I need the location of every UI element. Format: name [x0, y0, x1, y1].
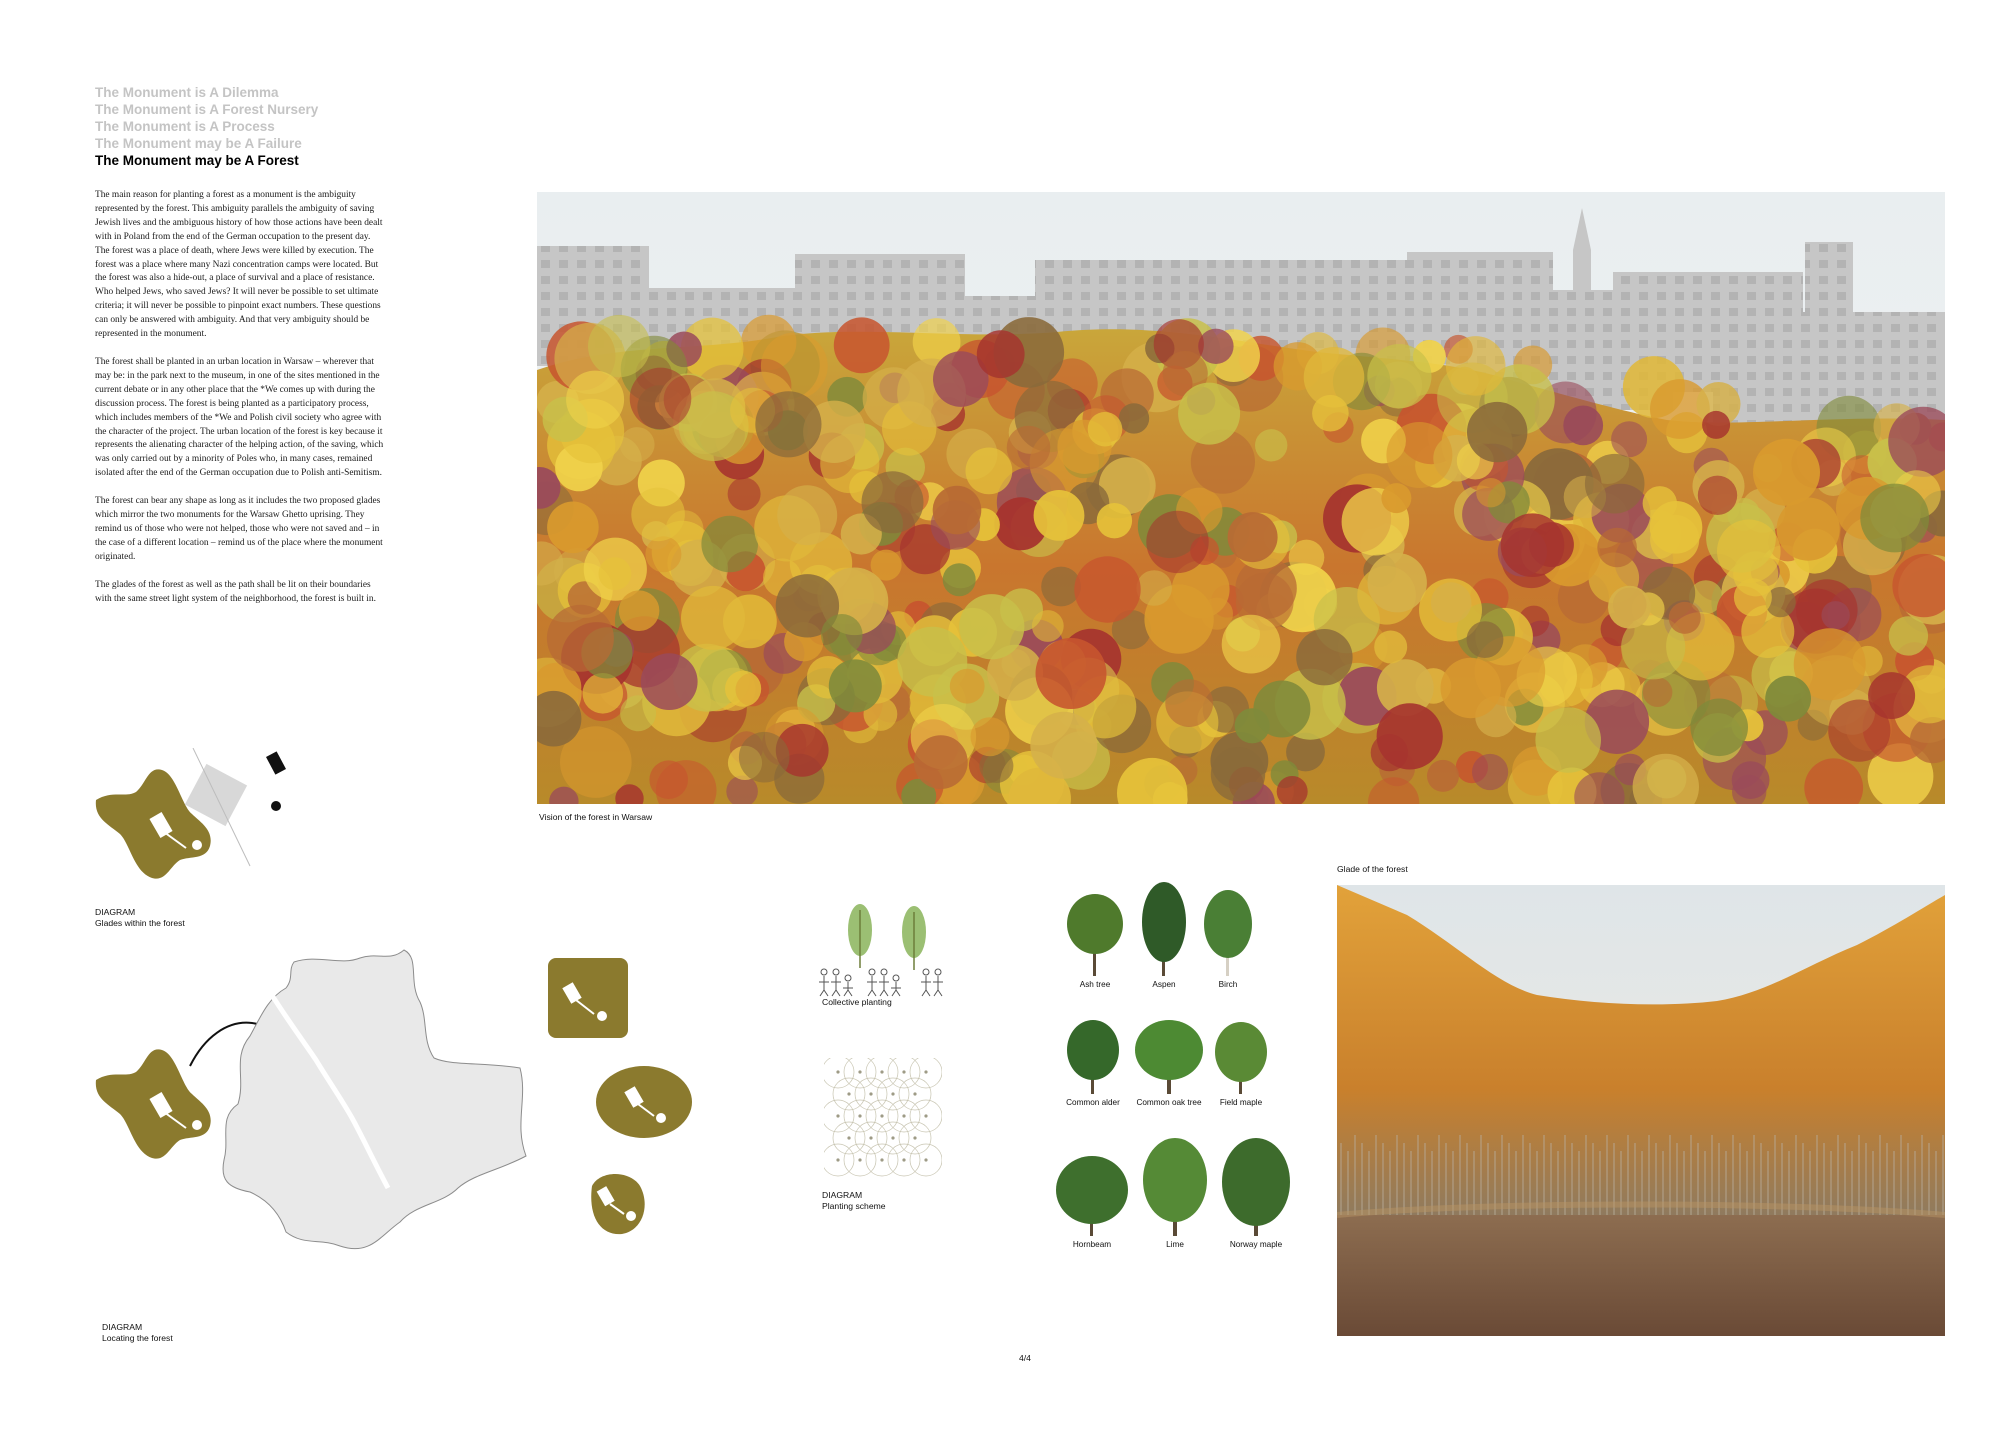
heading-process: The Monument is A Process	[95, 119, 275, 134]
tree-crown	[1215, 1022, 1267, 1082]
glades-diagram-caption: DIAGRAM Glades within the forest	[95, 907, 185, 928]
glade-illustration	[1337, 885, 1945, 1336]
tree-crown	[1056, 1156, 1128, 1224]
tree-crown	[1204, 890, 1252, 958]
body-paragraph: The forest can bear any shape as long as it includes the two proposed glades which mirror the two monuments for the Warsaw Ghetto uprising. They remind us of those who were not helped, those who were not saved and – in the case of a different location – remind us of the place where the monument originated.	[95, 496, 383, 562]
body-paragraph: The forest shall be planted in an urban location in Warsaw – wherever that may be: in the park next to the museum, in one of the sites mentioned in the current debate or in any other place that the *We comes up with during the discussion process. The forest is being planted as a participatory process, which includes members of the *We and Polish civil society who agree with the character of the project. The urban location of the forest is key because it represents the alienating character of the helping action, of the saving, which was only carried out by a minority of Poles who, in many cases, remained isolated after the end of the German occupation due to Polish anti-Semitism.	[95, 356, 384, 479]
glade-ellipse-icon	[596, 1066, 692, 1138]
glade-image	[1337, 885, 1945, 1336]
planting-diagram-caption: DIAGRAM Planting scheme	[822, 1190, 886, 1211]
tree-crown	[1067, 894, 1123, 954]
planting-scheme-illustration	[824, 1058, 942, 1178]
tree-crown	[1222, 1138, 1290, 1226]
tree-aspen: Aspen	[1134, 880, 1194, 1000]
body-paragraph: The main reason for planting a forest as a monument is the ambiguity represented by the forest. This ambiguity parallels the ambiguity of saving Jewish lives and the ambiguous history of how those actions have been dealt with in Poland from the end of the German occupation to the present day. The forest was a place of death, where Jews were killed by execution. The forest was a place where many Nazi concentration camps were located. But the forest was also a hide-out, a place of survival and a place of resistance. Who helped Jews, who saved Jews? It will never be possible to set ultimate criteria; it will never be possible to pinpoint exact numbers. These questions can only be answered with ambiguity. And that very ambiguity should be represented in the monument.	[95, 190, 383, 340]
tree-field-maple: Field maple	[1208, 998, 1274, 1118]
glade-square-icon	[548, 958, 628, 1038]
heading-forest: The Monument may be A Forest	[95, 153, 299, 168]
tree-crown	[1135, 1020, 1203, 1080]
glade-caption: Glade of the forest	[1337, 864, 1408, 874]
tree-species-grid	[1050, 880, 1300, 1270]
forest-vision-illustration	[537, 192, 1945, 804]
tree-birch: Birch	[1198, 880, 1258, 1000]
tree-crown	[1067, 1020, 1119, 1080]
collective-planting-caption: Collective planting	[822, 997, 892, 1007]
tree-common-oak: Common oak tree	[1132, 998, 1206, 1118]
glades-diagram	[90, 748, 300, 888]
glade-dark-shape	[266, 751, 286, 774]
heading-dilemma: The Monument is A Dilemma	[95, 85, 279, 100]
page-number: 4/4	[1019, 1353, 1031, 1363]
vision-image	[537, 192, 1945, 804]
tree-common-alder: Common alder	[1058, 998, 1128, 1118]
locating-diagram	[90, 948, 700, 1258]
tree-norway-maple: Norway maple	[1216, 1128, 1296, 1260]
tree-crown	[1143, 1138, 1207, 1222]
body-text	[95, 189, 387, 620]
heading-list	[95, 84, 495, 169]
body-paragraph: The glades of the forest as well as the path shall be lit on their boundaries with the same street light system of the neighborhood, the forest is built in.	[95, 579, 376, 604]
warsaw-map-shape	[223, 950, 526, 1249]
locating-diagram-caption: DIAGRAM Locating the forest	[102, 1322, 173, 1343]
collective-planting-illustration	[818, 900, 948, 1000]
tree-hornbeam: Hornbeam	[1052, 1136, 1132, 1260]
tree-lime: Lime	[1138, 1128, 1212, 1260]
glade-dark-dot	[271, 801, 281, 811]
glade-blob-icon	[591, 1174, 644, 1234]
tree-ash: Ash tree	[1065, 880, 1125, 1000]
heading-forest-nursery: The Monument is A Forest Nursery	[95, 102, 319, 117]
heading-failure: The Monument may be A Failure	[95, 136, 302, 151]
tree-crown	[1142, 882, 1186, 962]
vision-caption: Vision of the forest in Warsaw	[539, 812, 653, 822]
